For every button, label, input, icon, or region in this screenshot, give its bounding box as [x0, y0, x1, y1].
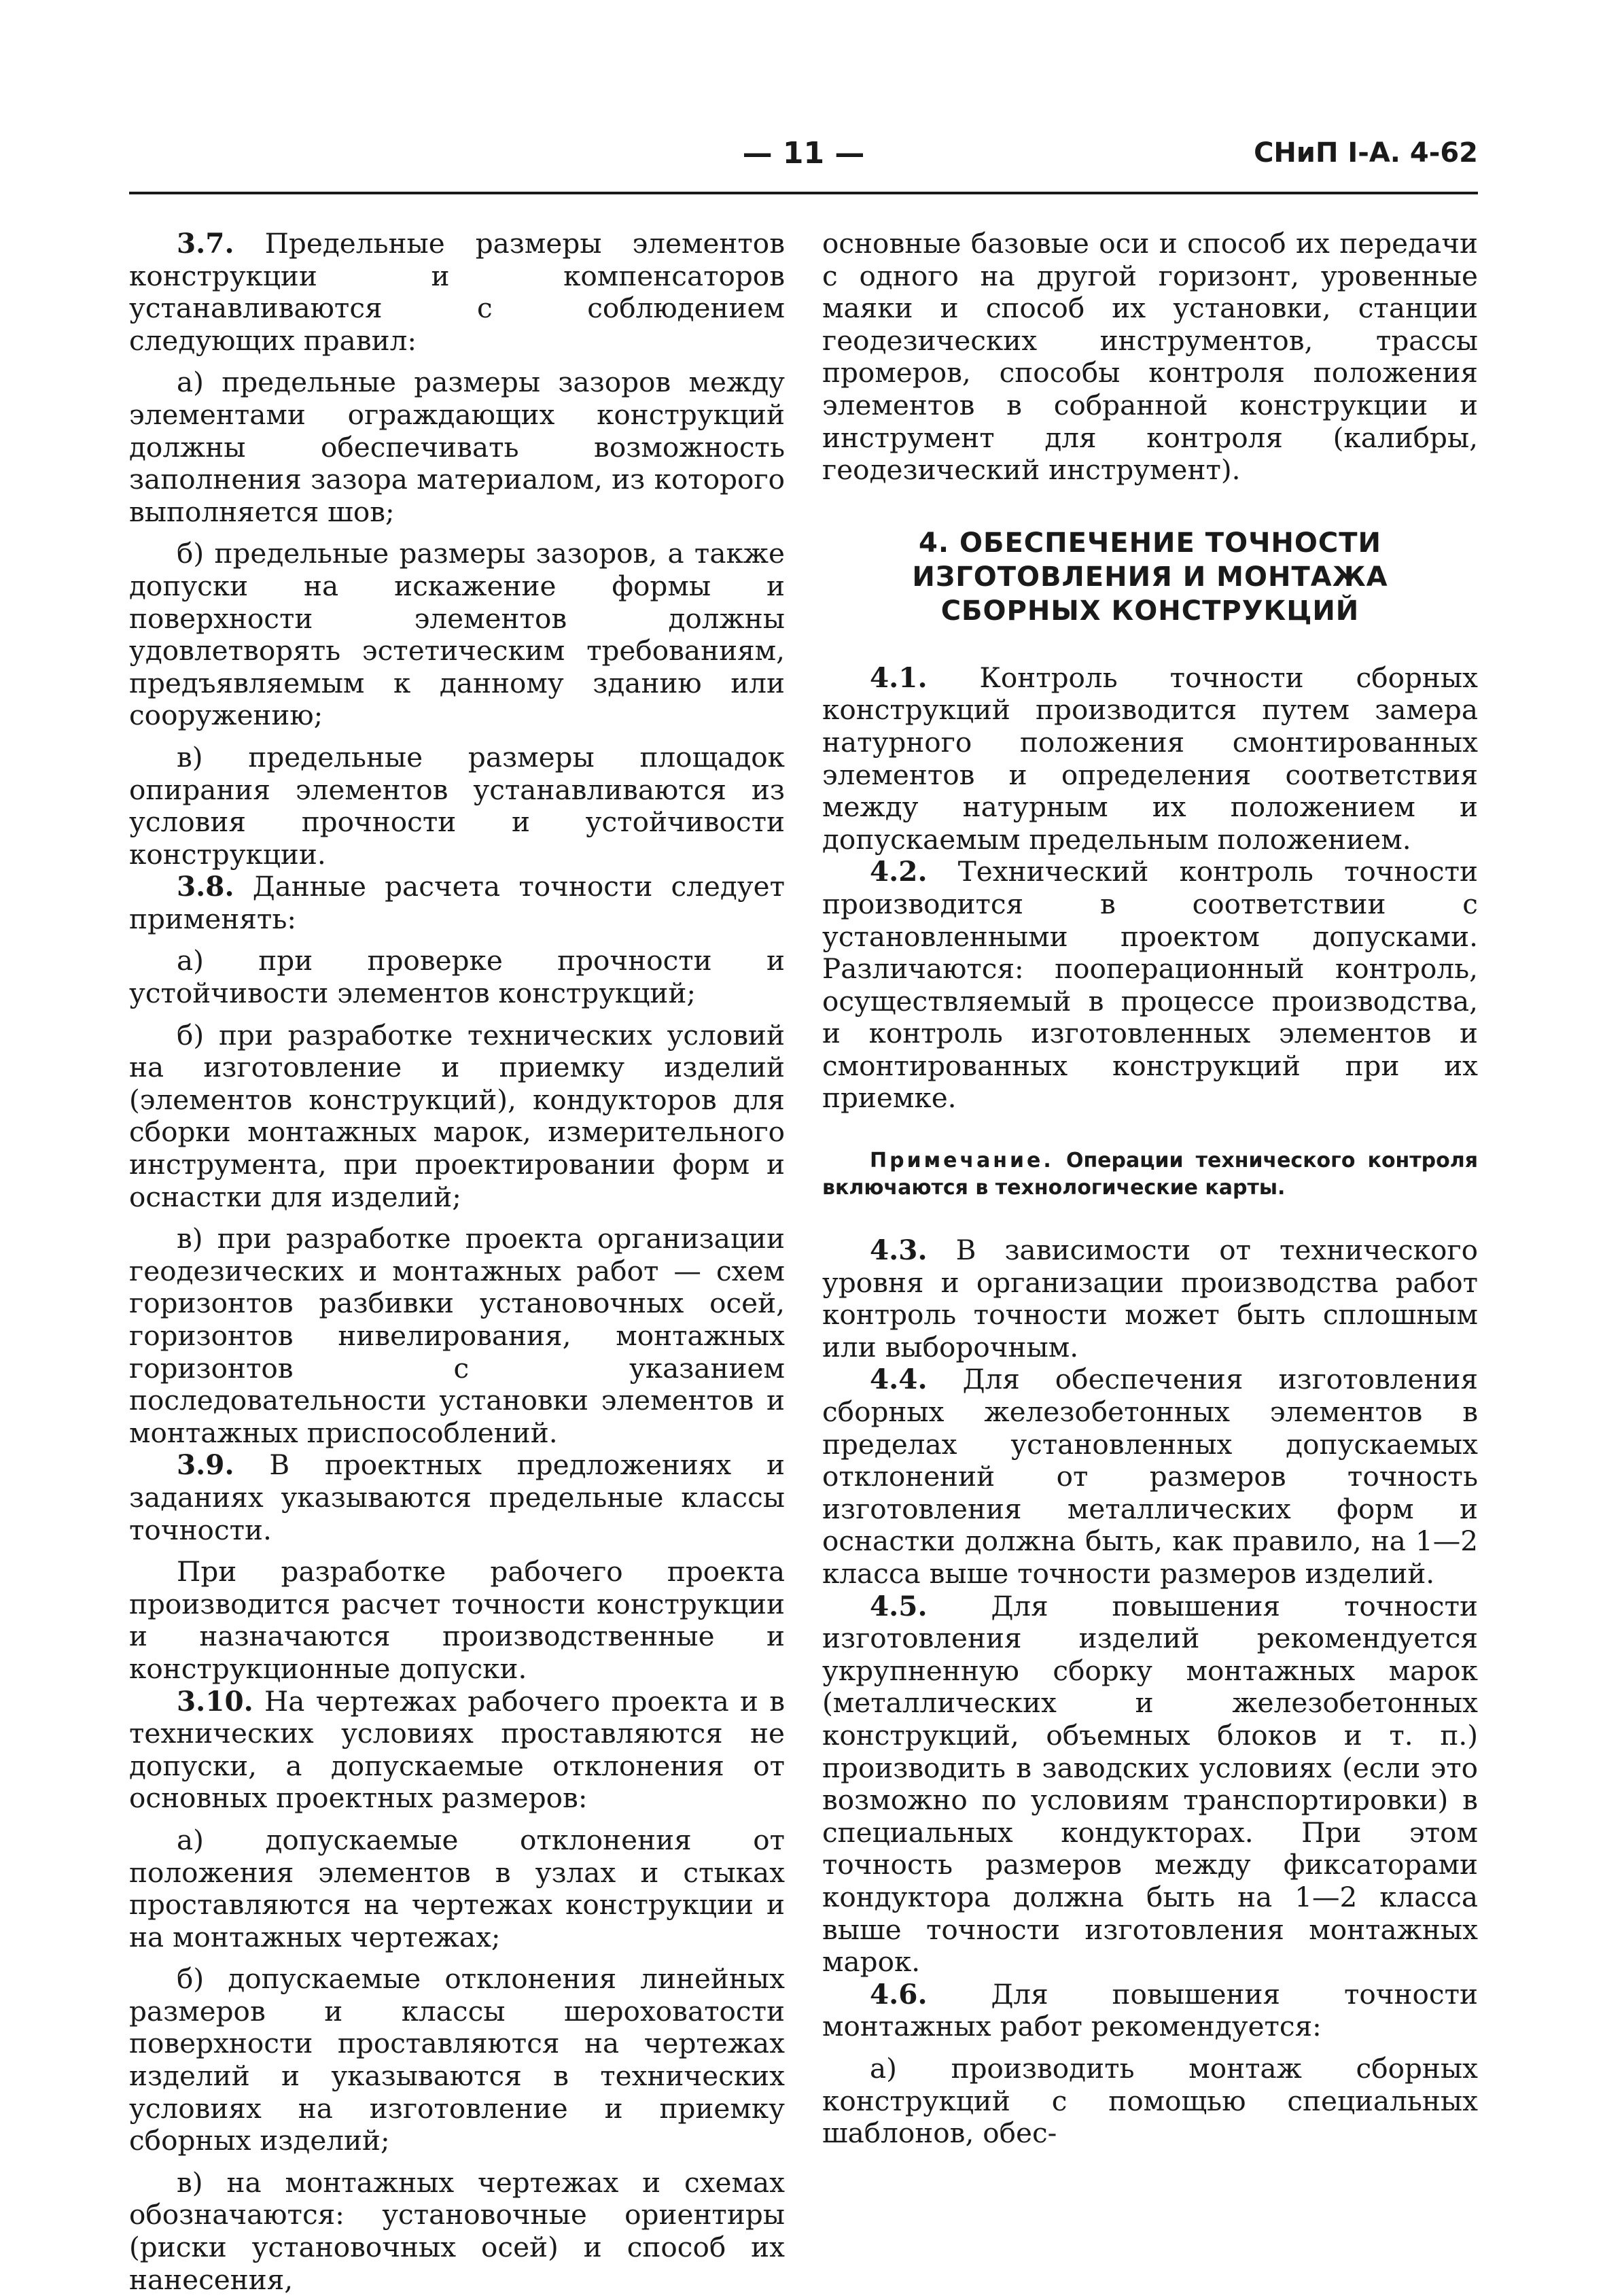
paragraph: в) на монтажных чертежах и схемах обозначаются: установочные ориентиры (риски установочных осей) и способ их нанесения,: [129, 2165, 785, 2296]
document-code: СНиП I-А. 4-62: [1254, 137, 1478, 169]
paragraph: 4.1. Контроль точности сборных конструкций производится путем замера натурного положения смонтированных элементов и определения соответствия между натурным их положением и допускаемым предельным положением.: [822, 661, 1478, 856]
section-heading-line: 4. ОБЕСПЕЧЕНИЕ ТОЧНОСТИ: [919, 527, 1381, 559]
clause-number: 4.6.: [870, 1977, 928, 2011]
paragraph: 4.2. Технический контроль точности производится в соответствии с установленными проектом допусками. Различаются: пооперационный контроль, осуществляемый в процессе производства, и контроль изготовленных элементов и смонтированных конструкций при их приемке.: [822, 855, 1478, 1115]
page-header: [129, 136, 1478, 184]
clause-number: 4.1.: [870, 661, 928, 694]
paragraph: б) допускаемые отклонения линейных размеров и классы шероховатости поверхности проставляются на чертежах изделий и указываются в технических условиях на изготовление и приемку сборных изделий;: [129, 1962, 785, 2157]
clause-number: 3.7.: [177, 227, 234, 260]
paragraph: в) предельные размеры площадок опирания элементов устанавливаются из условия прочности и устойчивости конструкции.: [129, 740, 785, 871]
paragraph: а) предельные размеры зазоров между элементами ограждающих конструкций должны обеспечивать возможность заполнения зазора материалом, из которого выполняется шов;: [129, 366, 785, 528]
clause-number: 4.5.: [870, 1589, 928, 1622]
paragraph: 4.4. Для обеспечения изготовления сборных железобетонных элементов в пределах установленных допускаемых отклонений от размеров точность изготовления металлических форм и оснастки должна быть, как правило, на 1—2 класса выше точности размеров изделий.: [822, 1363, 1478, 1590]
paragraph: а) производить монтаж сборных конструкций с помощью специальных шаблонов, обес-: [822, 2051, 1478, 2150]
clause-number: 4.3.: [870, 1234, 928, 1267]
paragraph: 3.10. На чертежах рабочего проекта и в технических условиях проставляются не допуски, а допускаемые отклонения от основных проектных размеров:: [129, 1684, 785, 1815]
paragraph: 4.5. Для повышения точности изготовления изделий рекомендуется укрупненную сборку монтажных марок (металлических и железобетонных конструкций, объемных блоков и т. п.) производить в заводских условиях (если это возможно по условиям транспортировки) в специальных кондукторах. При этом точность размеров между фиксаторами кондуктора должна быть на 1—2 класса выше точности изготовления монтажных марок.: [822, 1589, 1478, 1979]
paragraph: а) при проверке прочности и устойчивости элементов конструкций;: [129, 944, 785, 1010]
paragraph: б) при разработке технических условий на изготовление и приемку изделий (элементов конструкций), кондукторов для сборки монтажных марок, измерительного инструмента, при проектировании форм и оснастки для изделий;: [129, 1018, 785, 1213]
paragraph: б) предельные размеры зазоров, а также допуски на искажение формы и поверхности элементов должны удовлетворять эстетическим требованиям, предъявляемым к данному зданию или сооружению;: [129, 537, 785, 732]
paragraph: 3.7. Предельные размеры элементов конструкции и компенсаторов устанавливаются с соблюдением следующих правил:: [129, 227, 785, 357]
section-heading: [822, 526, 1478, 628]
paragraph: 4.3. В зависимости от технического уровня и организации производства работ контроль точности может быть сплошным или выборочным.: [822, 1234, 1478, 1363]
clause-number: 4.4.: [870, 1363, 928, 1396]
clause-number: 3.9.: [177, 1448, 234, 1482]
paragraph: в) при разработке проекта организации геодезических и монтажных работ — схем горизонтов разбивки установочных осей, горизонтов нивелирования, монтажных горизонтов с указанием последовательности установки элементов и монтажных приспособлений.: [129, 1222, 785, 1449]
paragraph: 3.8. Данные расчета точности следует применять:: [129, 870, 785, 935]
note-text: Операции технического контроля включаются в технологические карты.: [822, 1149, 1478, 1200]
note: [822, 1147, 1478, 1202]
header-rule: [129, 192, 1478, 194]
paragraph: 4.6. Для повышения точности монтажных работ рекомендуется:: [822, 1977, 1478, 2043]
note-label: Примечание.: [870, 1149, 1054, 1173]
clause-number: 4.2.: [870, 855, 928, 888]
clause-number: 3.10.: [177, 1684, 253, 1718]
section-heading-line: ИЗГОТОВЛЕНИЯ И МОНТАЖА: [912, 561, 1388, 593]
right-column: [822, 228, 1478, 2150]
paragraph: а) допускаемые отклонения от положения элементов в узлах и стыках проставляются на чертежах конструкции и на монтажных чертежах;: [129, 1823, 785, 1953]
paragraph: При разработке рабочего проекта производится расчет точности конструкции и назначаются производственные и конструкционные допуски.: [129, 1555, 785, 1685]
section-heading-line: СБОРНЫХ КОНСТРУКЦИЙ: [940, 595, 1360, 627]
left-column: [129, 228, 785, 2296]
clause-number: 3.8.: [177, 870, 234, 903]
paragraph: 3.9. В проектных предложениях и заданиях указываются предельные классы точности.: [129, 1448, 785, 1546]
page-number: — 11 —: [742, 136, 865, 171]
paragraph: основные базовые оси и способ их передачи с одного на другой горизонт, уровенные маяки и способ их установки, станции геодезических инструментов, трассы промеров, способы контроля положения элементов в собранной конструкции и инструмент для контроля (калибры, геодезический инструмент).: [822, 227, 1478, 487]
